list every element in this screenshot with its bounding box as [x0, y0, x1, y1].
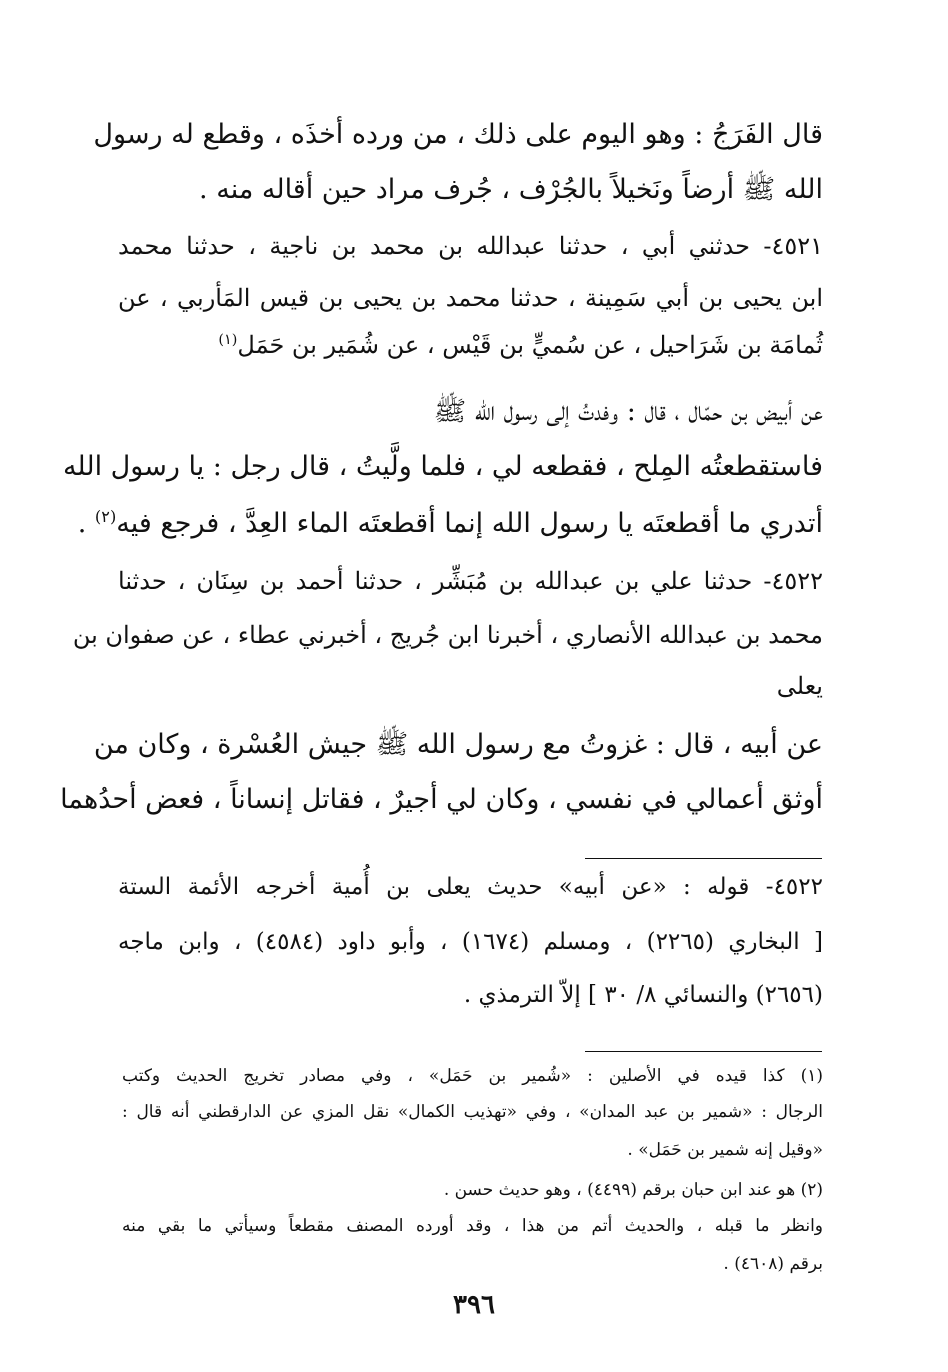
main-text-line: أوثق أعمالي في نفسي ، وكان لي أجيرٌ ، فقاتل إنساناً ، فعض أحدُهما	[60, 784, 823, 815]
commentary-line: ٤٥٢٢- قوله : «عن أبيه» حديث يعلى بن أُمية أخرجه الأئمة الستة	[118, 874, 823, 900]
footnote-ref: (٢)	[94, 507, 117, 526]
main-text-line: قال الفَرَجُ : وهو اليوم على ذلك ، من ورده أخذَه ، وقطع له رسول	[93, 119, 823, 150]
commentary-separator	[585, 858, 822, 859]
footnote-line: «وقيل إنه شمير بن حَمَل» .	[627, 1140, 823, 1160]
footnote-line: وانظر ما قبله ، والحديث أتم من هذا ، وقد أورده المصنف مقطعاً وسيأتي ما بقي منه	[122, 1216, 823, 1236]
hadith-chain-line: ابن يحيى بن أبي سَمِينة ، حدثنا محمد بن يحيى بن قيس المَأربي ، عن	[118, 284, 823, 312]
commentary-line: (٢٦٥٦) والنسائي ٨/ ٣٠ ] إلاّ الترمذي .	[463, 982, 823, 1008]
hadith-chain-line: محمد بن عبدالله الأنصاري ، أخبرنا ابن جُريج ، أخبرني عطاء ، عن صفوان بن	[72, 621, 823, 649]
footnote-ref: (١)	[218, 332, 238, 348]
hadith-chain-line: ٤٥٢١- حدثني أبي ، حدثنا عبدالله بن محمد بن ناجية ، حدثنا محمد	[118, 232, 823, 260]
main-text-line: عن أبيه ، قال : غزوتُ مع رسول الله ﷺ جيش العُسْرة ، وكان من	[93, 729, 823, 760]
hadith-chain-text: ثُمامَة بن شَرَاحيل ، عن سُميٍّ بن قَيْس ، عن شُمَير بن حَمَل	[237, 331, 823, 359]
commentary-line: [ البخاري (٢٢٦٥) ، ومسلم (١٦٧٤) ، وأبو داود (٤٥٨٤) ، وابن ماجه	[118, 929, 823, 955]
footnote-line: برقم (٤٦٠٨) .	[723, 1254, 823, 1274]
main-text-line	[77, 504, 823, 544]
main-text-line: الله ﷺ أرضاً ونَخيلاً بالجُرْف ، جُرف مراد حين أقاله منه .	[199, 174, 823, 205]
footnote-line: (١) كذا قيده في الأصلين : «شُمير بن حَمَل» ، وفي مصادر تخريج الحديث وكتب	[122, 1066, 823, 1086]
footnote-line: الرجال : «شمير بن عبد المدان» ، وفي «تهذيب الكمال» نقل المزي عن الدارقطني أنه قال :	[122, 1102, 823, 1122]
page-number: ٣٩٦	[453, 1290, 495, 1320]
footnote-separator	[585, 1051, 822, 1052]
footnote-line: (٢) هو عند ابن حبان برقم (٤٤٩٩) ، وهو حديث حسن .	[443, 1180, 823, 1200]
main-text-line: فاستقطعتُه المِلح ، فقطعه لي ، فلما ولَّيتُ ، قال رجل : يا رسول الله	[62, 451, 823, 482]
main-text-line: عن أبيض بن حمّال ، قال : وفدتُ إلى رسول الله ﷺ	[433, 396, 823, 427]
hadith-chain-line: ٤٥٢٢- حدثنا علي بن عبدالله بن مُبَشِّر ، حدثنا أحمد بن سِنَان ، حدثنا	[118, 567, 823, 595]
hadith-chain-line: يعلى	[776, 672, 823, 700]
hadith-chain-line	[118, 327, 823, 363]
main-text-end: .	[77, 508, 95, 539]
main-text: أتدري ما أقطعتَه يا رسول الله إنما أقطعتَه الماء العِدَّ ، فرجع فيه	[116, 508, 823, 539]
